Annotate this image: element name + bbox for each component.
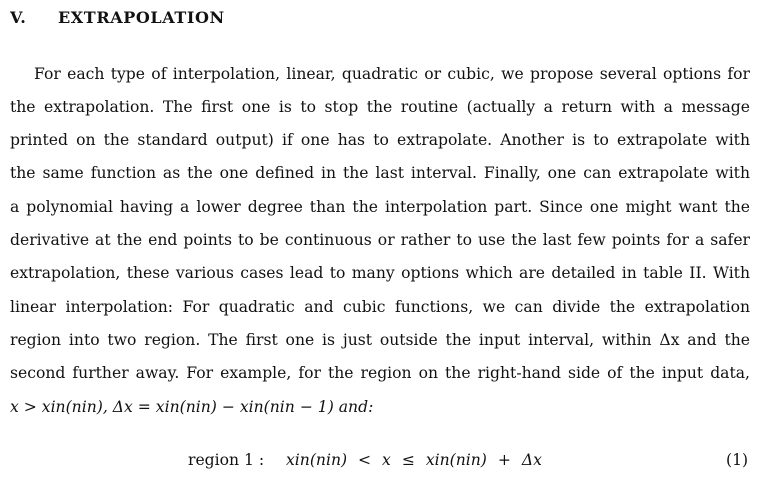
section-title: EXTRAPOLATION	[58, 8, 225, 27]
paragraph-line: For each type of interpolation, linear, quadratic or cubic, we propose several options for	[34, 65, 750, 83]
paragraph-line: second further away. For example, for the region on the right-hand side of the input data,	[10, 364, 750, 382]
display-equation	[0, 448, 763, 472]
equation-body: xin(nin) < x ≤ xin(nin) + Δx	[286, 451, 542, 469]
paragraph-line: the extrapolation. The first one is to stop the routine (actually a return with a message	[10, 98, 750, 116]
equation-number: (1)	[726, 451, 749, 469]
paragraph-line: linear interpolation: For quadratic and cubic functions, we can divide the extrapolation	[10, 298, 750, 316]
paragraph-line: a polynomial having a lower degree than the interpolation part. Since one might want the	[10, 198, 750, 216]
paragraph-line-math: x > xin(nin), Δx = xin(nin) − xin(nin − 1) and:	[10, 398, 374, 416]
equation-label: region 1 :	[188, 451, 265, 469]
paragraph-line: derivative at the end points to be continuous or rather to use the last few points for a safer	[10, 231, 750, 249]
paragraph-line: extrapolation, these various cases lead to many options which are detailed in table II. With	[10, 264, 750, 282]
paragraph-line: the same function as the one defined in the last interval. Finally, one can extrapolate with	[10, 164, 750, 182]
section-number: V.	[10, 8, 27, 27]
paragraph-line: region into two region. The first one is just outside the input interval, within Δx and the	[10, 331, 750, 349]
section-heading	[10, 8, 225, 27]
paragraph-line: printed on the standard output) if one has to extrapolate. Another is to extrapolate with	[10, 131, 750, 149]
